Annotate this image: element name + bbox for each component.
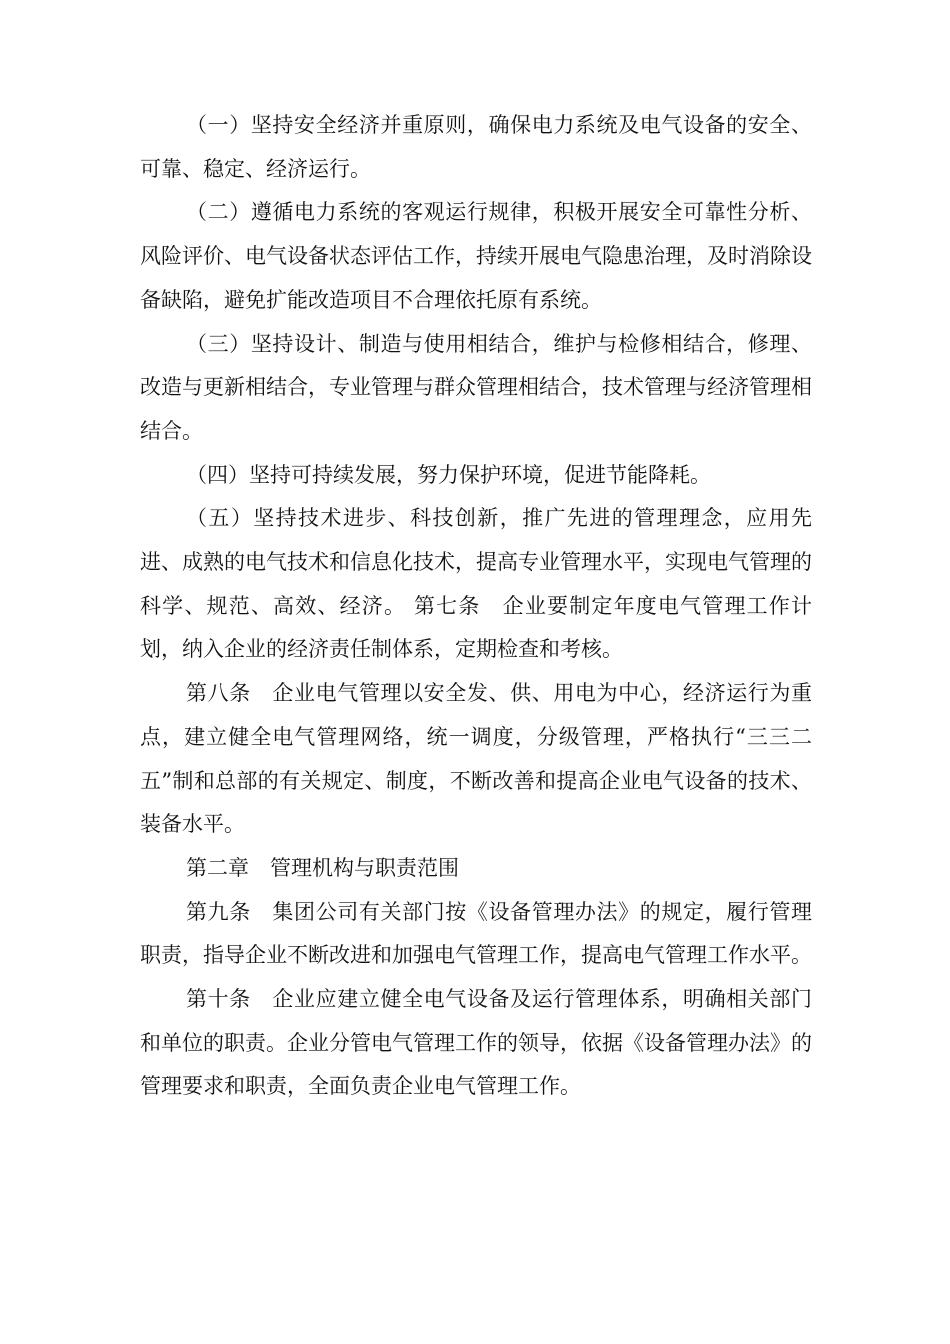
paragraph-principle-1: （一）坚持安全经济并重原则，确保电力系统及电气设备的安全、可靠、稳定、经济运行。 xyxy=(140,113,812,181)
paragraph-article-9: 第九条 集团公司有关部门按《设备管理办法》的规定，履行管理职责，指导企业不断改进和加强电气管理工作，提高电气管理工作水平。 xyxy=(140,899,812,968)
paragraph-principle-5: （五）坚持技术进步、科技创新，推广先进的管理理念，应用先进、成熟的电气技术和信息化技术，提高专业管理水平，实现电气管理的科学、规范、高效、经济。 第七条 企业要制定年度电气管理工作计划，纳入企业的经济责任制体系，定期检查和考核。 xyxy=(140,506,812,662)
paragraph-principle-3: （三）坚持设计、制造与使用相结合，维护与检修相结合，修理、改造与更新相结合，专业管理与群众管理相结合，技术管理与经济管理相结合。 xyxy=(140,331,812,443)
paragraph-article-8: 第八条 企业电气管理以安全发、供、用电为中心，经济运行为重点，建立健全电气管理网络，统一调度，分级管理，严格执行“三三二五”制和总部的有关规定、制度，不断改善和提高企业电气设备的技术、装备水平。 xyxy=(140,681,812,837)
paragraph-article-10: 第十条 企业应建立健全电气设备及运行管理体系，明确相关部门和单位的职责。企业分管电气管理工作的领导，依据《设备管理办法》的管理要求和职责，全面负责企业电气管理工作。 xyxy=(140,987,812,1099)
chapter-heading: 第二章 管理机构与职责范围 xyxy=(186,855,459,880)
paragraph-principle-2: （二）遵循电力系统的客观运行规律，积极开展安全可靠性分析、风险评价、电气设备状态评估工作，持续开展电气隐患治理，及时消除设备缺陷，避免扩能改造项目不合理依托原有系统。 xyxy=(140,200,812,312)
document-body xyxy=(140,104,812,1109)
paragraph-principle-4: （四）坚持可持续发展，努力保护环境，促进节能降耗。 xyxy=(186,462,711,487)
